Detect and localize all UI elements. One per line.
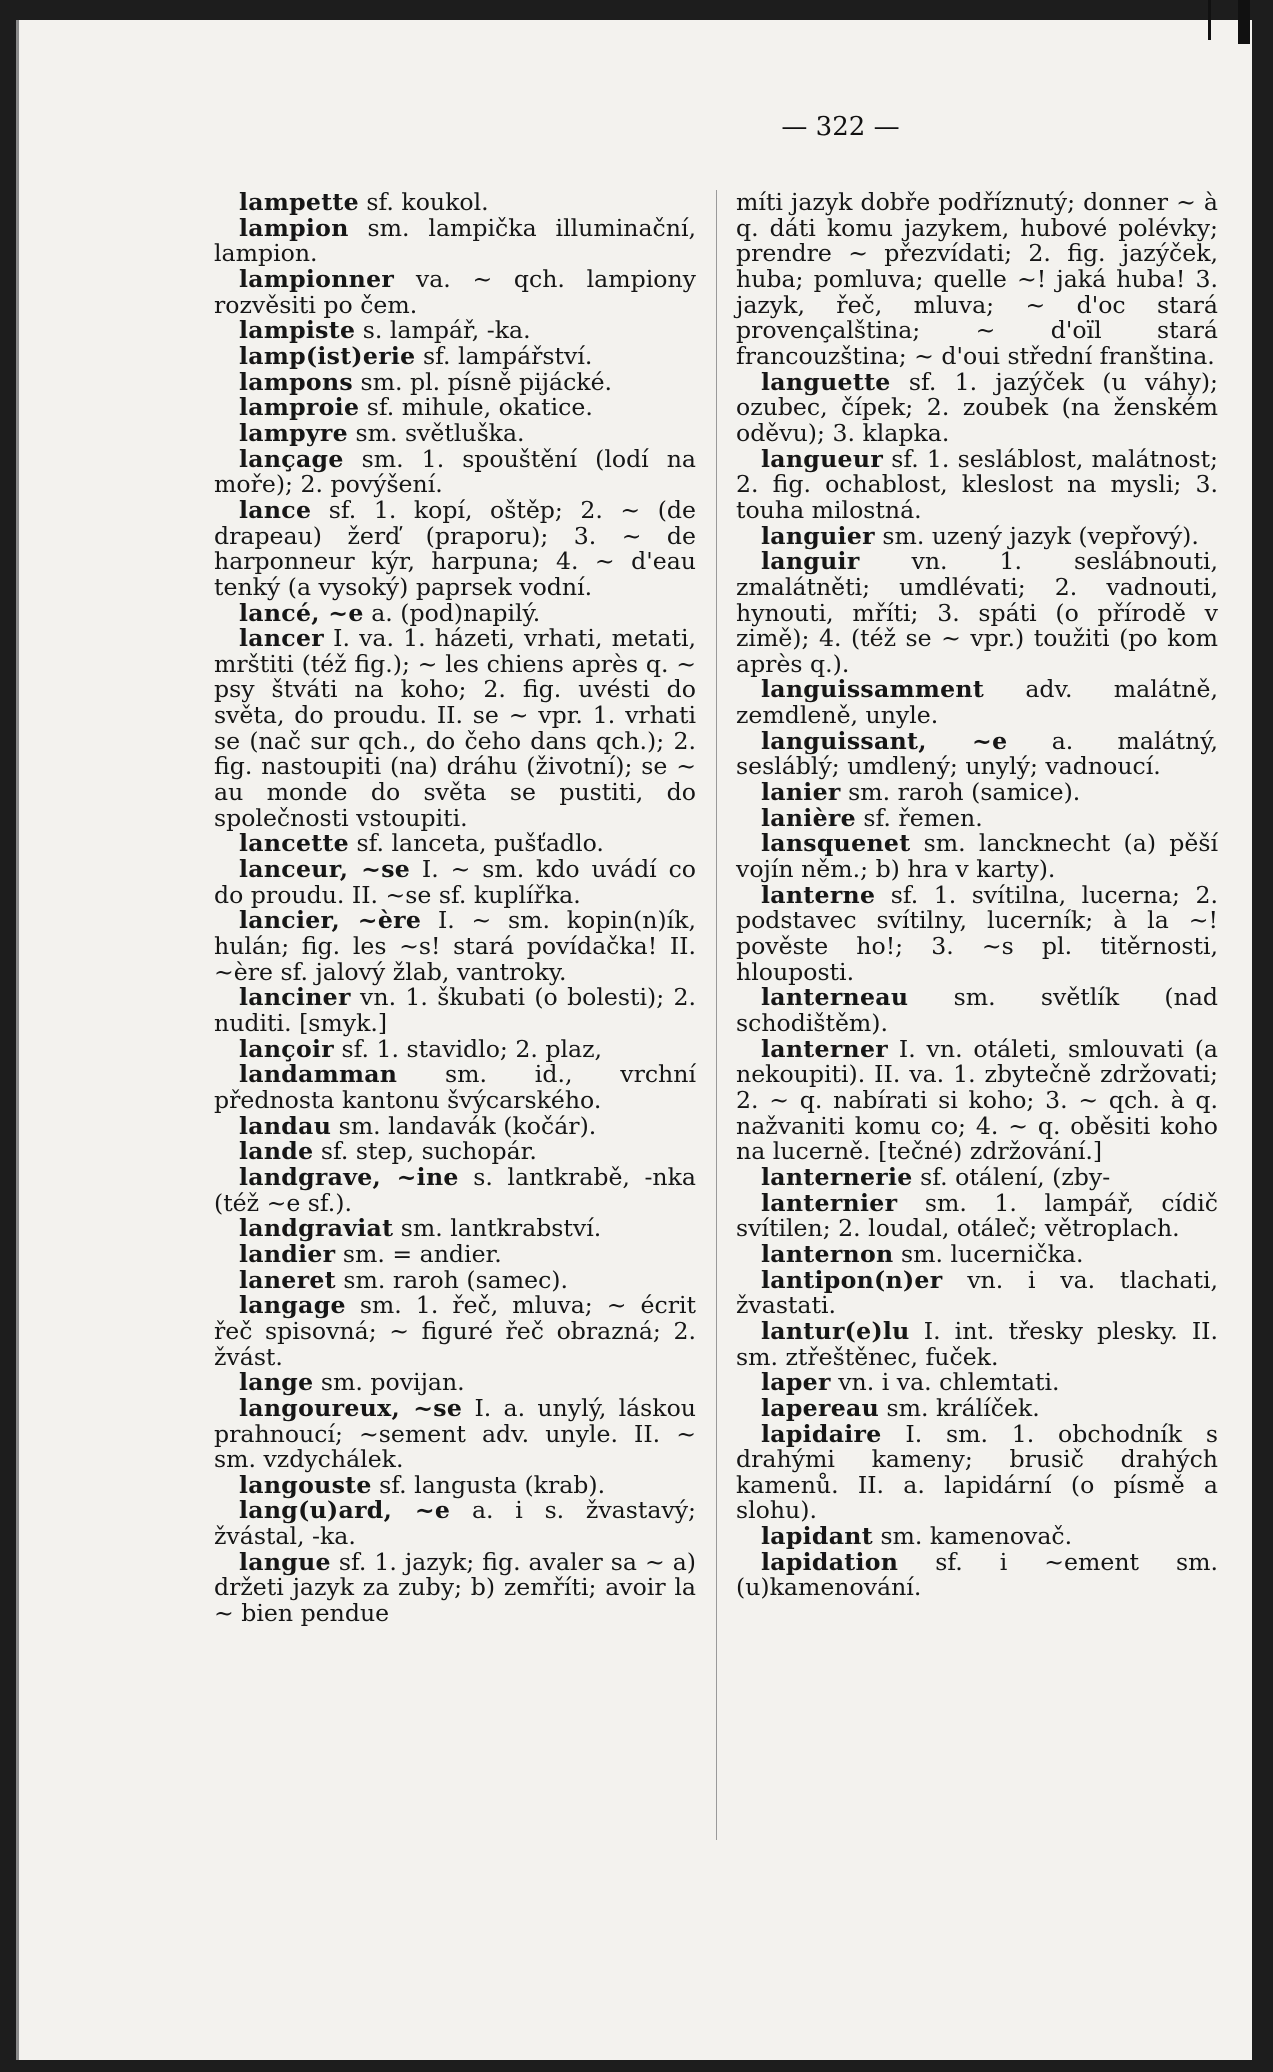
headword: lapidant [761, 1522, 873, 1551]
headword: lanciner [239, 983, 351, 1012]
headword: landau [239, 1111, 332, 1140]
headword: langue [239, 1547, 331, 1576]
headword: lancer [239, 624, 325, 653]
dictionary-entry [214, 418, 696, 447]
headword: lapidation [761, 1547, 899, 1576]
definition: sf. lanceta, pušťadlo. [349, 829, 604, 858]
headword: lanterner [761, 1034, 889, 1063]
dictionary-entry [214, 985, 696, 1036]
dictionary-entry [736, 1419, 1218, 1525]
headword: lancier, ~ère [239, 906, 422, 935]
dictionary-entry [736, 1547, 1218, 1602]
headword: lapidaire [761, 1419, 882, 1448]
headword: landier [239, 1239, 336, 1268]
definition: sf. řemen. [855, 803, 983, 832]
definition: sf. i ~ement sm. (u)kamenování. [736, 1547, 1218, 1602]
definition: a. malátný, sesláblý; umdlený; unylý; vadnoucí. [736, 726, 1218, 781]
headword: langouste [239, 1470, 372, 1499]
definition: I. ~ sm. kopin(n)ík, hulán; fig. les ~s! stará povídačka! II. ~ère sf. jalový žlab, vantroky. [214, 906, 696, 986]
definition: sm. 1. spouštění (lodí na moře); 2. povýšení. [214, 444, 696, 499]
definition: sm. = andier. [335, 1239, 502, 1268]
headword: lapereau [761, 1393, 880, 1422]
definition: I. vn. otáleti, smlouvati (a nekoupiti). II. va. 1. zbytečně zdržovati; 2. ~ q. nabírati si koho; 3. ~ qch. à q. nažvaniti komu co; 4. ~ q. oběsiti koho na lucerně. [tečné) zdržování.] [736, 1034, 1218, 1166]
definition: sm. raroh (samice). [840, 778, 1081, 807]
scan-edge-mark [1238, 0, 1250, 44]
dictionary-entry [214, 1162, 696, 1217]
dictionary-entry [736, 1162, 1218, 1191]
definition: sf. mihule, okatice. [359, 393, 593, 422]
headword: lanceur, ~se [239, 855, 411, 884]
dictionary-entry [736, 1393, 1218, 1422]
headword: lampons [239, 367, 353, 396]
dictionary-entry [214, 1470, 696, 1499]
headword: langoureux, ~se [239, 1393, 463, 1422]
dictionary-entry [736, 803, 1218, 832]
definition: sm. lancknecht (a) pěší vojín něm.; b) hra v karty). [736, 829, 1218, 884]
dictionary-entry [736, 1316, 1218, 1371]
headword: lamproie [239, 393, 360, 422]
headword: languette [761, 367, 891, 396]
definition: sm. světluška. [347, 418, 525, 447]
scan-edge-mark [1208, 0, 1211, 40]
headword: laper [761, 1368, 831, 1397]
dictionary-entry [736, 1239, 1218, 1268]
definition: sm. pl. písně pijácké. [353, 367, 613, 396]
definition: sf. koukol. [358, 188, 489, 216]
headword: lamp(ist)erie [239, 341, 416, 370]
dictionary-entry [214, 857, 696, 908]
right-column [736, 190, 1218, 1601]
dictionary-entry [214, 626, 696, 831]
definition: sf. step, suchopár. [313, 1137, 537, 1166]
dictionary-entry [736, 780, 1218, 806]
definition: vn. i va. chlemtati. [830, 1368, 1060, 1397]
headword: lancette [239, 829, 349, 858]
definition: sm. kamenovač. [872, 1522, 1073, 1551]
headword: languir [761, 547, 860, 576]
definition: I. a. unylý, láskou prahnoucí; ~sement adv. unyle. II. ~ sm. vzdychálek. [214, 1393, 696, 1474]
definition: vn. 1. seslábnouti, zmalátněti; umdlévati; 2. vadnouti, hynouti, mříti; 3. spáti (o přírodě v zimě); 4. (též se ~ vpr.) toužiti (po kom après q.). [736, 547, 1218, 678]
dictionary-entry [214, 190, 696, 216]
headword: lance [239, 495, 312, 524]
dictionary-entry [214, 318, 696, 344]
left-column [214, 190, 696, 1627]
dictionary-entry [214, 1216, 696, 1242]
definition: sm. 1. lampář, cídič svítilen; 2. loudal, otáleč; větroplach. [736, 1188, 1218, 1243]
headword: lantur(e)lu [761, 1316, 910, 1345]
definition: sm. králíček. [879, 1393, 1040, 1422]
dictionary-entry [214, 1265, 696, 1294]
headword: lanternon [761, 1239, 894, 1268]
dictionary-entry [214, 367, 696, 396]
headword: languissant, ~e [761, 726, 1008, 755]
definition: sm. 1. řeč, mluva; ~ écrit řeč spisovná; ~ figuré řeč obrazná; 2. žvást. [214, 1291, 696, 1371]
definition: sf. 1. jazyk; fig. avaler sa ~ a) držeti jazyk za zuby; b) zemříti; avoir la ~ bien pendue [214, 1547, 696, 1628]
definition: vn. i va. tlachati, žvastati. [736, 1265, 1218, 1320]
dictionary-entry [214, 213, 696, 268]
definition: sm. id., vrchní přednosta kantonu švýcarského. [214, 1060, 696, 1114]
dictionary-entry [736, 677, 1218, 728]
dictionary-entry [736, 444, 1218, 524]
definition: va. ~ qch. lampiony rozvěsiti po čem. [214, 264, 696, 319]
definition: I. sm. 1. obchodník s drahými kameny; brusič drahých kamenů. II. a. lapidární (o písmě a slohu). [736, 1419, 1218, 1525]
dictionary-entry [736, 1188, 1218, 1243]
definition: míti jazyk dobře podříznutý; donner ~ à q. dáti komu jazykem, hubové polévky; prendre ~ přezvídati; 2. fig. jazýček, huba; pomluva; quelle ~! jaká huba! 3. jazyk, řeč, mluva; ~ d'oc stará provençalština; ~ d'oïl stará francouzština; ~ d'oui střední franština. [736, 188, 1218, 370]
dictionary-entry [214, 1239, 696, 1268]
headword: lansquenet [761, 829, 911, 858]
dictionary-entry [214, 831, 696, 857]
headword: lampette [239, 188, 359, 216]
definition: adv. malátně, zemdleně, unyle. [736, 675, 1218, 730]
headword: lanterne [761, 880, 876, 909]
headword: lampyre [239, 418, 348, 447]
definition: sm. uzený jazyk (vepřový). [874, 521, 1199, 550]
dictionary-entry [736, 831, 1218, 882]
headword: languier [761, 521, 875, 550]
definition: sm. lucernička. [893, 1239, 1084, 1268]
definition: sf. otálení, (zby- [912, 1162, 1111, 1191]
dictionary-entry [214, 908, 696, 985]
definition: sm. lantkrabství. [393, 1214, 602, 1243]
dictionary-entry [214, 1034, 696, 1063]
definition: sm. lampička illuminační, lampion. [214, 213, 696, 268]
headword: lampiste [239, 316, 356, 345]
headword: lanterneau [761, 983, 909, 1012]
definition: I. ~ sm. kdo uvádí co do proudu. II. ~se sf. kuplířka. [214, 855, 696, 909]
definition: sf. lampářství. [415, 341, 593, 370]
dictionary-entry [736, 1524, 1218, 1550]
headword: landamman [239, 1060, 398, 1089]
definition: s. lantkrabě, -nka (též ~e sf.). [214, 1162, 696, 1217]
dictionary-entry [736, 1265, 1218, 1320]
definition: s. lampář, -ka. [355, 316, 531, 345]
definition: sf. 1. svítilna, lucerna; 2. podstavec svítilny, lucerník; à la ~! pověste ho!; 3. ~s pl. titěrnosti, hlouposti. [736, 880, 1218, 986]
headword: lanternier [761, 1188, 898, 1217]
dictionary-entry [214, 1293, 696, 1370]
headword: lanier [761, 778, 841, 807]
headword: landgraviat [239, 1214, 394, 1243]
definition: a. (pod)napilý. [363, 598, 541, 627]
headword: lancé, ~e [239, 598, 364, 627]
dictionary-entry [736, 880, 1218, 986]
dictionary-entry [214, 1139, 696, 1165]
definition: sf. 1. jazýček (u váhy); ozubec, čípek; 2. zoubek (na ženském oděvu); 3. klapka. [736, 367, 1218, 447]
dictionary-entry [736, 726, 1218, 781]
page-number: — 322 — [781, 112, 900, 142]
dictionary-entry [214, 341, 696, 370]
definition: vn. 1. škubati (o bolesti); 2. nuditi. [smyk.] [214, 983, 696, 1037]
dictionary-entry [214, 264, 696, 319]
definition: sf. 1. stavidlo; 2. plaz, [334, 1034, 603, 1063]
headword: langueur [761, 444, 884, 473]
dictionary-entry [736, 521, 1218, 550]
headword: landgrave, ~ine [239, 1162, 459, 1191]
dictionary-entry [214, 444, 696, 499]
definition: sm. povijan. [313, 1368, 465, 1397]
headword: lanière [761, 803, 856, 832]
definition: a. i s. žvastavý; žvástal, -ka. [214, 1496, 696, 1551]
headword: lançoir [239, 1034, 335, 1063]
dictionary-entry [214, 495, 696, 601]
dictionary-entry [214, 395, 696, 421]
headword: lanternerie [761, 1162, 913, 1191]
dictionary-entry [214, 1498, 696, 1549]
definition: sf. 1. sesláblost, malátnost; 2. fig. ochablost, kleslost na mysli; 3. touha milostná. [736, 444, 1218, 524]
dictionary-page [16, 20, 1252, 2060]
dictionary-entry [736, 367, 1218, 447]
dictionary-entry [214, 598, 696, 627]
dictionary-entry [214, 1111, 696, 1140]
definition: I. int. třesky plesky. II. sm. ztřeštěnec, fuček. [736, 1316, 1218, 1371]
dictionary-entry [214, 1370, 696, 1396]
headword: lande [239, 1137, 314, 1166]
dictionary-entry [736, 549, 1218, 677]
definition: I. va. 1. házeti, vrhati, metati, mrštiti (též fig.); ~ les chiens après q. ~ psy štváti na koho; 2. fig. uvésti do světa, do proudu. II. se ~ vpr. 1. vrhati se (nač sur qch., do čeho dans qch.); 2. fig. nastoupiti (na) dráhu (životní); se ~ au monde do světa se pustiti, do společnosti vstoupiti. [214, 624, 696, 832]
dictionary-entry [736, 190, 1218, 370]
dictionary-entry [736, 985, 1218, 1036]
definition: sm. světlík (nad schodištěm). [736, 983, 1218, 1037]
headword: laneret [239, 1265, 336, 1294]
definition: sf. 1. kopí, oštěp; 2. ~ (de drapeau) žerď (praporu); 3. ~ de harponneur kýr, harpuna; 4. ~ d'eau tenký (a vysoký) paprsek vodní. [214, 495, 696, 601]
headword: lampionner [239, 264, 395, 293]
headword: lampion [239, 213, 349, 242]
dictionary-entry [736, 1370, 1218, 1396]
headword: langage [239, 1291, 346, 1320]
headword: lançage [239, 444, 344, 473]
headword: lange [239, 1368, 314, 1397]
dictionary-entry [214, 1393, 696, 1474]
headword: lang(u)ard, ~e [239, 1496, 451, 1525]
dictionary-entry [214, 1547, 696, 1628]
dictionary-entry [736, 1034, 1218, 1166]
column-divider [716, 190, 717, 1840]
definition: sm. landavák (kočár). [331, 1111, 597, 1140]
headword: languissamment [761, 675, 985, 704]
definition: sm. raroh (samec). [335, 1265, 568, 1294]
headword: lantipon(n)er [761, 1265, 943, 1294]
definition: sf. langusta (krab). [371, 1470, 606, 1499]
dictionary-entry [214, 1062, 696, 1113]
